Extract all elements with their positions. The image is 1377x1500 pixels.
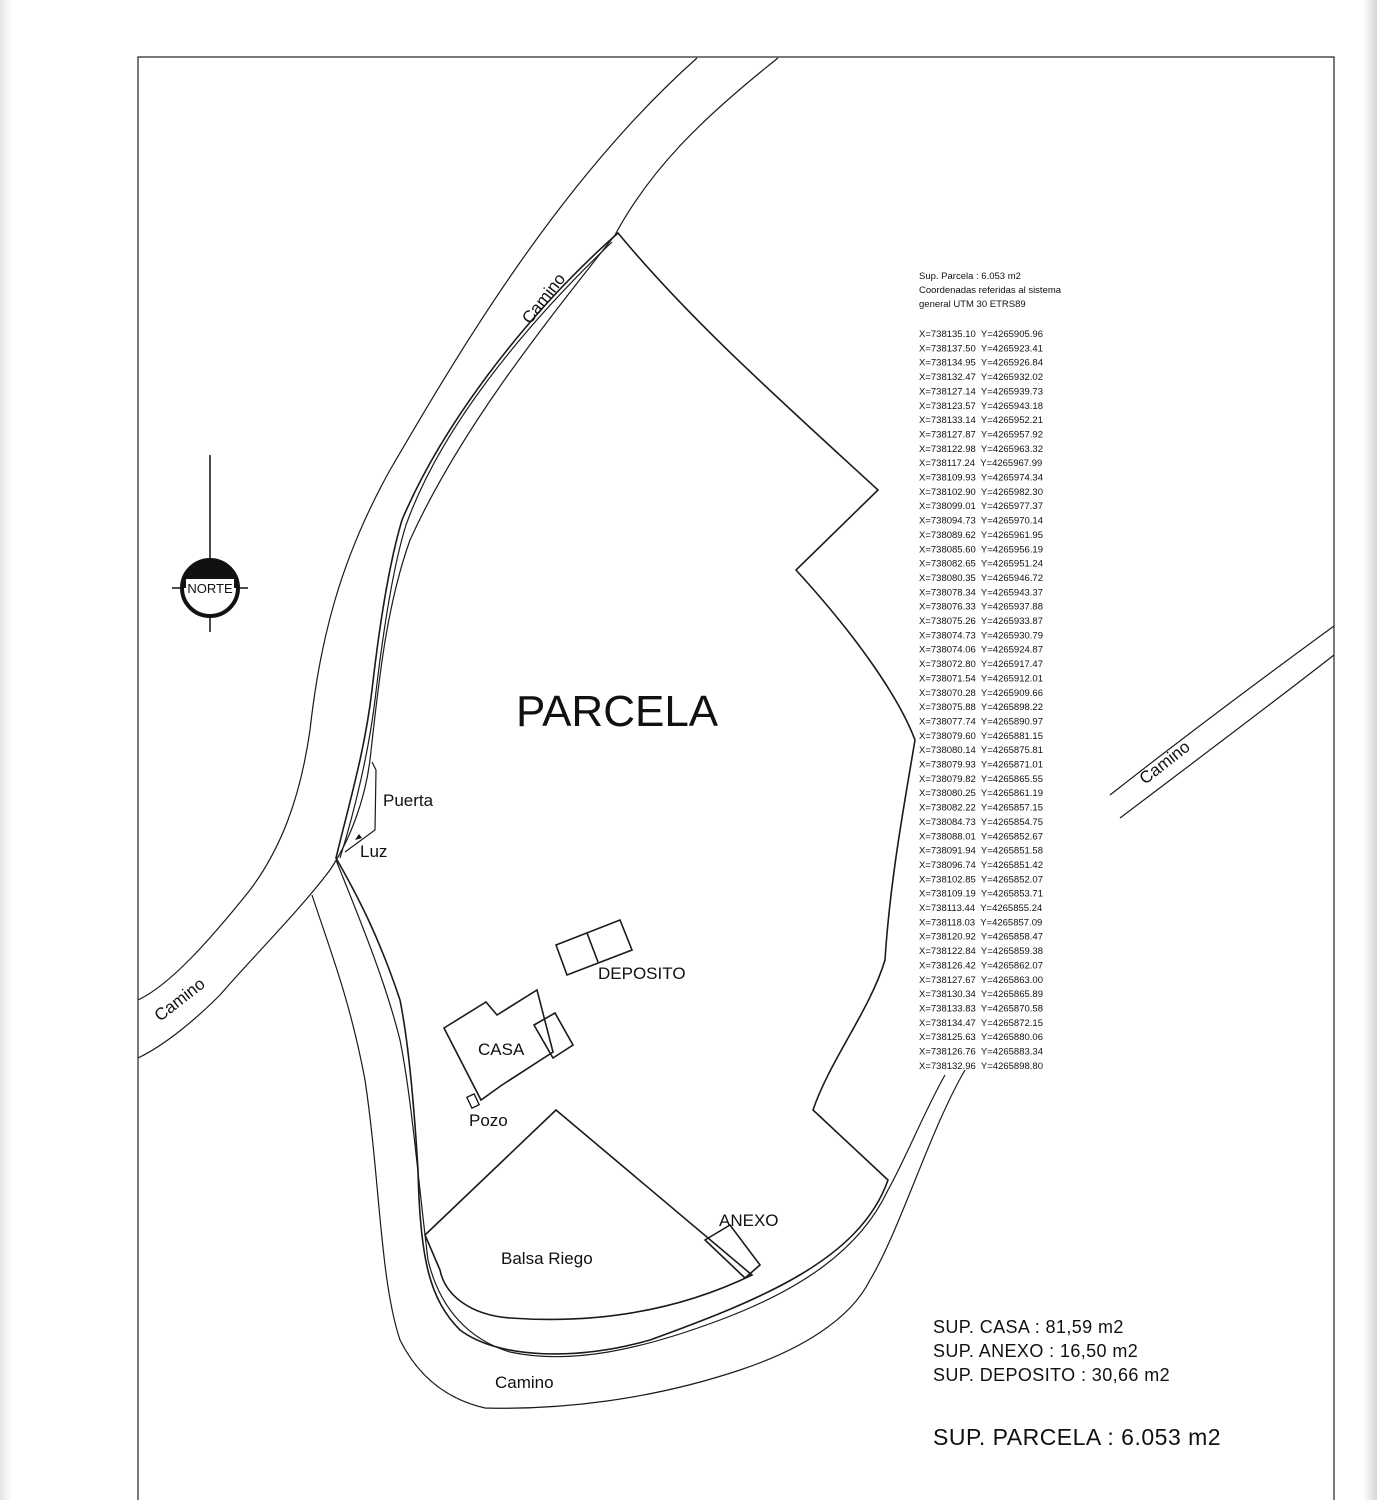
gate-puerta	[345, 762, 376, 852]
coordinate-row: X=738088.01 Y=4265852.67	[919, 831, 1043, 843]
coordinate-row: X=738127.67 Y=4265863.00	[919, 974, 1043, 986]
balsa-riego-pond	[425, 1110, 752, 1319]
label-pozo: Pozo	[469, 1111, 508, 1130]
coordinate-row: X=738126.76 Y=4265883.34	[919, 1046, 1043, 1058]
surface-deposito: SUP. DEPOSITO : 30,66 m2	[933, 1365, 1171, 1385]
info-coord-system-1: Coordenadas referidas al sistema	[919, 285, 1062, 296]
label-camino-right: Camino	[1135, 737, 1194, 789]
info-sup-parcela: Sup. Parcela : 6.053 m2	[919, 271, 1021, 282]
surface-anexo: SUP. ANEXO : 16,50 m2	[933, 1341, 1139, 1361]
coordinate-list	[919, 329, 1043, 1072]
coordinate-row: X=738096.74 Y=4265851.42	[919, 859, 1043, 871]
coordinate-row: X=738126.42 Y=4265862.07	[919, 960, 1043, 972]
road-main-edge-left	[138, 58, 697, 1000]
coordinate-row: X=738135.10 Y=4265905.96	[919, 329, 1043, 340]
coordinate-row: X=738084.73 Y=4265854.75	[919, 816, 1043, 828]
info-coord-system-2: general UTM 30 ETRS89	[919, 299, 1026, 310]
coordinate-row: X=738072.80 Y=4265917.47	[919, 659, 1043, 671]
coordinate-row: X=738079.93 Y=4265871.01	[919, 759, 1043, 771]
coordinate-row: X=738137.50 Y=4265923.41	[919, 343, 1043, 355]
coordinate-row: X=738075.88 Y=4265898.22	[919, 702, 1043, 714]
label-anexo: ANEXO	[719, 1211, 779, 1230]
label-casa: CASA	[478, 1040, 525, 1059]
road-main-edge-right	[138, 58, 778, 1058]
coordinate-row: X=738133.83 Y=4265870.58	[919, 1003, 1043, 1015]
coordinate-row: X=738094.73 Y=4265970.14	[919, 515, 1043, 527]
coordinate-row: X=738109.93 Y=4265974.34	[919, 472, 1043, 484]
road-lower-edge-inner	[336, 860, 945, 1357]
coordinate-row: X=738122.98 Y=4265963.32	[919, 443, 1043, 455]
coordinate-row: X=738070.28 Y=4265909.66	[919, 687, 1043, 699]
coordinate-row: X=738132.96 Y=4265898.80	[919, 1060, 1043, 1072]
north-label: NORTE	[187, 581, 233, 596]
coordinate-row: X=738077.74 Y=4265890.97	[919, 716, 1043, 728]
deposito-divider	[587, 933, 598, 962]
coordinate-row: X=738102.85 Y=4265852.07	[919, 874, 1043, 886]
coordinate-row: X=738082.22 Y=4265857.15	[919, 802, 1043, 814]
coordinate-row: X=738109.19 Y=4265853.71	[919, 888, 1043, 900]
coordinate-row: X=738089.62 Y=4265961.95	[919, 529, 1043, 541]
coordinate-row: X=738085.60 Y=4265956.19	[919, 544, 1043, 556]
coordinate-row: X=738080.35 Y=4265946.72	[919, 572, 1043, 584]
parcel-title: PARCELA	[516, 687, 719, 736]
luz-marker	[355, 834, 362, 840]
coordinate-row: X=738076.33 Y=4265937.88	[919, 601, 1043, 613]
label-camino-left: Camino	[150, 974, 209, 1026]
coordinate-row: X=738074.06 Y=4265924.87	[919, 644, 1043, 656]
coordinate-row: X=738078.34 Y=4265943.37	[919, 587, 1043, 599]
coordinate-row: X=738099.01 Y=4265977.37	[919, 501, 1043, 513]
pozo-well	[467, 1094, 479, 1108]
coordinate-row: X=738079.82 Y=4265865.55	[919, 773, 1043, 785]
coordinate-row: X=738113.44 Y=4265855.24	[919, 903, 1043, 914]
coordinate-row: X=738079.60 Y=4265881.15	[919, 730, 1043, 742]
label-balsa-riego: Balsa Riego	[501, 1249, 593, 1268]
coordinate-row: X=738125.63 Y=4265880.06	[919, 1032, 1043, 1044]
coordinate-row: X=738074.73 Y=4265930.79	[919, 630, 1043, 642]
coordinate-row: X=738117.24 Y=4265967.99	[919, 458, 1043, 470]
coordinate-row: X=738071.54 Y=4265912.01	[919, 673, 1043, 685]
label-camino-bottom: Camino	[495, 1373, 554, 1392]
coordinate-row: X=738080.25 Y=4265861.19	[919, 788, 1043, 800]
coordinate-row: X=738080.14 Y=4265875.81	[919, 745, 1043, 757]
label-luz: Luz	[360, 842, 388, 861]
surface-casa: SUP. CASA : 81,59 m2	[933, 1317, 1124, 1337]
coordinate-row: X=738132.47 Y=4265932.02	[919, 372, 1043, 384]
coordinate-row: X=738122.84 Y=4265859.38	[919, 946, 1043, 958]
label-camino-top: Camino	[518, 269, 570, 328]
coordinate-row: X=738102.90 Y=4265982.30	[919, 486, 1043, 498]
coordinate-row: X=738118.03 Y=4265857.09	[919, 917, 1043, 929]
coordinate-row: X=738075.26 Y=4265933.87	[919, 616, 1043, 627]
coordinate-row: X=738127.87 Y=4265957.92	[919, 429, 1043, 441]
parcel-inner-edge	[340, 242, 612, 858]
north-arrow-icon	[172, 455, 248, 632]
label-puerta: Puerta	[383, 791, 434, 810]
coordinate-row: X=738120.92 Y=4265858.47	[919, 931, 1043, 943]
coordinate-row: X=738127.14 Y=4265939.73	[919, 386, 1043, 398]
surface-parcela: SUP. PARCELA : 6.053 m2	[933, 1424, 1222, 1450]
coordinate-row: X=738091.94 Y=4265851.58	[919, 845, 1043, 857]
coordinate-row: X=738133.14 Y=4265952.21	[919, 415, 1043, 427]
coordinate-row: X=738082.65 Y=4265951.24	[919, 558, 1043, 570]
anexo-building	[705, 1225, 760, 1278]
road-right-edge-bottom	[1120, 655, 1334, 818]
coordinate-row: X=738134.47 Y=4265872.15	[919, 1017, 1043, 1029]
coordinate-row: X=738134.95 Y=4265926.84	[919, 357, 1043, 369]
coordinate-row: X=738130.34 Y=4265865.89	[919, 989, 1043, 1001]
coordinate-row: X=738123.57 Y=4265943.18	[919, 400, 1043, 412]
label-deposito: DEPOSITO	[598, 964, 686, 983]
